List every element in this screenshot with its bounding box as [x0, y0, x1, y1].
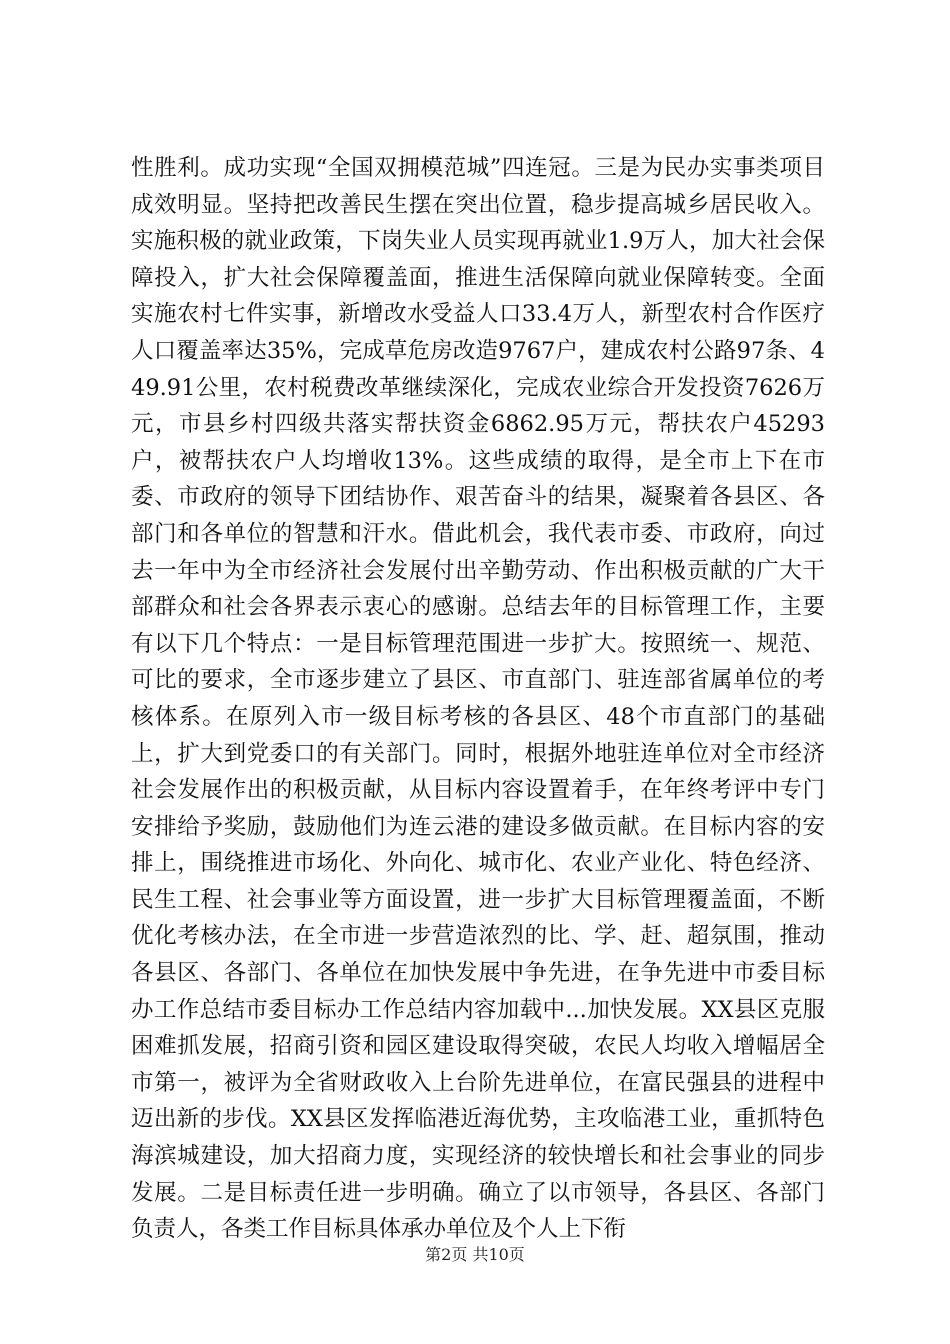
page-footer: 第2页 共10页	[425, 1245, 525, 1264]
body-paragraph: 性胜利。成功实现“全国双拥模范城”四连冠。三是为民办实事类项目成效明显。坚持把改善民生摆在突出位置，稳步提高城乡居民收入。实施积极的就业政策，下岗失业人员实现再就业1.9万人，加大社会保障投入，扩大社会保障覆盖面，推进生活保障向就业保障转变。全面实施农村七件实事，新增改水受益人口33.4万人，新型农村合作医疗人口覆盖率达35%，完成草危房改造9767户，建成农村公路97条、449.91公里，农村税费改革继续深化，完成农业综合开发投资7626万元，市县乡村四级共落实帮扶资金6862.95万元，帮扶农户45293户，被帮扶农户人均增收13%。这些成绩的取得，是全市上下在市委、市政府的领导下团结协作、艰苦奋斗的结果，凝聚着各县区、各部门和各单位的智慧和汗水。借此机会，我代表市委、市政府，向过去一年中为全市经济社会发展付出辛勤劳动、作出积极贡献的广大干部群众和社会各界表示衷心的感谢。总结去年的目标管理工作，主要有以下几个特点：一是目标管理范围进一步扩大。按照统一、规范、可比的要求，全市逐步建立了县区、市直部门、驻连部省属单位的考核体系。在原列入市一级目标考核的各县区、48个市直部门的基础上，扩大到党委口的有关部门。同时，根据外地驻连单位对全市经济社会发展作出的积极贡献，从目标内容设置着手，在年终考评中专门安排给予奖励，鼓励他们为连云港的建设多做贡献。在目标内容的安排上，围绕推进市场化、外向化、城市化、农业产业化、特色经济、民生工程、社会事业等方面设置，进一步扩大目标管理覆盖面，不断优化考核办法，在全市进一步营造浓烈的比、学、赶、超氛围，推动各县区、各部门、各单位在加快发展中争先进，在争先进中市委目标办工作总结市委目标办工作总结内容加载中...加快发展。XX县区克服困难抓发展，招商引资和园区建设取得突破，农民人均收入增幅居全市第一，被评为全省财政收入上台阶先进单位，在富民强县的进程中迈出新的步伐。XX县区发挥临港近海优势，主攻临港工业，重抓特色海滨城建设，加大招商力度，实现经济的较快增长和社会事业的同步发展。二是目标责任进一步明确。确立了以市领导，各县区、各部门负责人，各类工作目标具体承办单位及个人上下衔	[131, 155, 825, 1243]
